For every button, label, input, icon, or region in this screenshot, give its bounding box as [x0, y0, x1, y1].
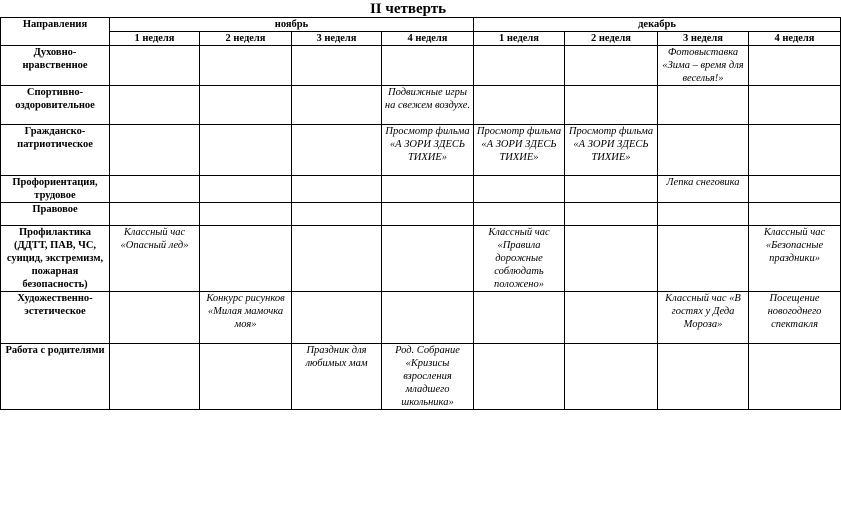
- event-cell: [110, 292, 200, 344]
- event-cell: Классный час «В гостях у Деда Мороза»: [658, 292, 749, 344]
- direction-cell: Гражданско-патриотическое: [1, 125, 110, 176]
- direction-cell: Художественно-эстетическое: [1, 292, 110, 344]
- event-cell: [658, 203, 749, 226]
- event-cell: Классный час «Правила дорожные соблюдать положено»: [474, 226, 565, 292]
- event-cell: Род. Собрание «Кризисы взросления младшего школьника»: [382, 344, 474, 410]
- table-row: [1, 176, 841, 203]
- week-header: 4 неделя: [749, 32, 841, 46]
- header-row-months: [1, 18, 841, 32]
- week-header: 2 неделя: [200, 32, 292, 46]
- event-cell: Просмотр фильма «А ЗОРИ ЗДЕСЬ ТИХИЕ»: [474, 125, 565, 176]
- direction-cell: Правовое: [1, 203, 110, 226]
- event-cell: [749, 46, 841, 86]
- event-cell: [110, 46, 200, 86]
- event-cell: Просмотр фильма «А ЗОРИ ЗДЕСЬ ТИХИЕ»: [565, 125, 658, 176]
- directions-header: Направления: [1, 18, 110, 46]
- direction-cell: Спортивно-оздоровительное: [1, 86, 110, 125]
- event-cell: [292, 292, 382, 344]
- event-cell: [658, 125, 749, 176]
- event-cell: Просмотр фильма «А ЗОРИ ЗДЕСЬ ТИХИЕ»: [382, 125, 474, 176]
- event-cell: [110, 176, 200, 203]
- event-cell: [382, 292, 474, 344]
- event-cell: Классный час «Безопасные праздники»: [749, 226, 841, 292]
- event-cell: [565, 226, 658, 292]
- event-cell: [110, 86, 200, 125]
- event-cell: [382, 226, 474, 292]
- event-cell: [292, 226, 382, 292]
- direction-cell: Профориентация, трудовое: [1, 176, 110, 203]
- activity-plan-table: [0, 17, 841, 410]
- event-cell: [474, 86, 565, 125]
- event-cell: Праздник для любимых мам: [292, 344, 382, 410]
- table-row: [1, 226, 841, 292]
- week-header: 1 неделя: [474, 32, 565, 46]
- event-cell: [474, 46, 565, 86]
- event-cell: Лепка снеговика: [658, 176, 749, 203]
- event-cell: [749, 86, 841, 125]
- event-cell: [200, 176, 292, 203]
- event-cell: [382, 46, 474, 86]
- week-header: 2 неделя: [565, 32, 658, 46]
- header-row-weeks: [1, 32, 841, 46]
- event-cell: [200, 86, 292, 125]
- event-cell: [474, 292, 565, 344]
- direction-cell: Профилактика (ДДТТ, ПАВ, ЧС, суицид, экстремизм, пожарная безопасность): [1, 226, 110, 292]
- event-cell: [110, 125, 200, 176]
- event-cell: [200, 203, 292, 226]
- event-cell: [565, 46, 658, 86]
- event-cell: Подвижные игры на свежем воздухе.: [382, 86, 474, 125]
- week-header: 3 неделя: [658, 32, 749, 46]
- month-header-november: ноябрь: [110, 18, 474, 32]
- event-cell: [474, 176, 565, 203]
- event-cell: [292, 203, 382, 226]
- table-row: [1, 86, 841, 125]
- table-row: [1, 344, 841, 410]
- event-cell: Конкурс рисунков «Милая мамочка моя»: [200, 292, 292, 344]
- table-row: [1, 203, 841, 226]
- event-cell: [474, 203, 565, 226]
- event-cell: [200, 46, 292, 86]
- table-row: [1, 46, 841, 86]
- event-cell: [110, 344, 200, 410]
- table-row: [1, 125, 841, 176]
- event-cell: [382, 203, 474, 226]
- week-header: 3 неделя: [292, 32, 382, 46]
- event-cell: [658, 344, 749, 410]
- event-cell: Фотовыставка «Зима – время для веселья!»: [658, 46, 749, 86]
- event-cell: [110, 203, 200, 226]
- table-row: [1, 292, 841, 344]
- event-cell: [292, 46, 382, 86]
- event-cell: [565, 344, 658, 410]
- event-cell: [749, 203, 841, 226]
- event-cell: [658, 226, 749, 292]
- event-cell: [200, 226, 292, 292]
- event-cell: [749, 176, 841, 203]
- event-cell: [292, 125, 382, 176]
- month-header-december: декабрь: [474, 18, 841, 32]
- event-cell: [292, 176, 382, 203]
- event-cell: Посещение новогоднего спектакля: [749, 292, 841, 344]
- event-cell: [292, 86, 382, 125]
- week-header: 1 неделя: [110, 32, 200, 46]
- event-cell: [565, 292, 658, 344]
- page-title: II четверть: [369, 1, 447, 17]
- event-cell: [474, 344, 565, 410]
- event-cell: [749, 344, 841, 410]
- event-cell: [200, 125, 292, 176]
- event-cell: [565, 203, 658, 226]
- event-cell: [565, 86, 658, 125]
- event-cell: Классный час «Опасный лед»: [110, 226, 200, 292]
- event-cell: [658, 86, 749, 125]
- direction-cell: Работа с родителями: [1, 344, 110, 410]
- event-cell: [565, 176, 658, 203]
- week-header: 4 неделя: [382, 32, 474, 46]
- event-cell: [200, 344, 292, 410]
- event-cell: [749, 125, 841, 176]
- event-cell: [382, 176, 474, 203]
- direction-cell: Духовно-нравственное: [1, 46, 110, 86]
